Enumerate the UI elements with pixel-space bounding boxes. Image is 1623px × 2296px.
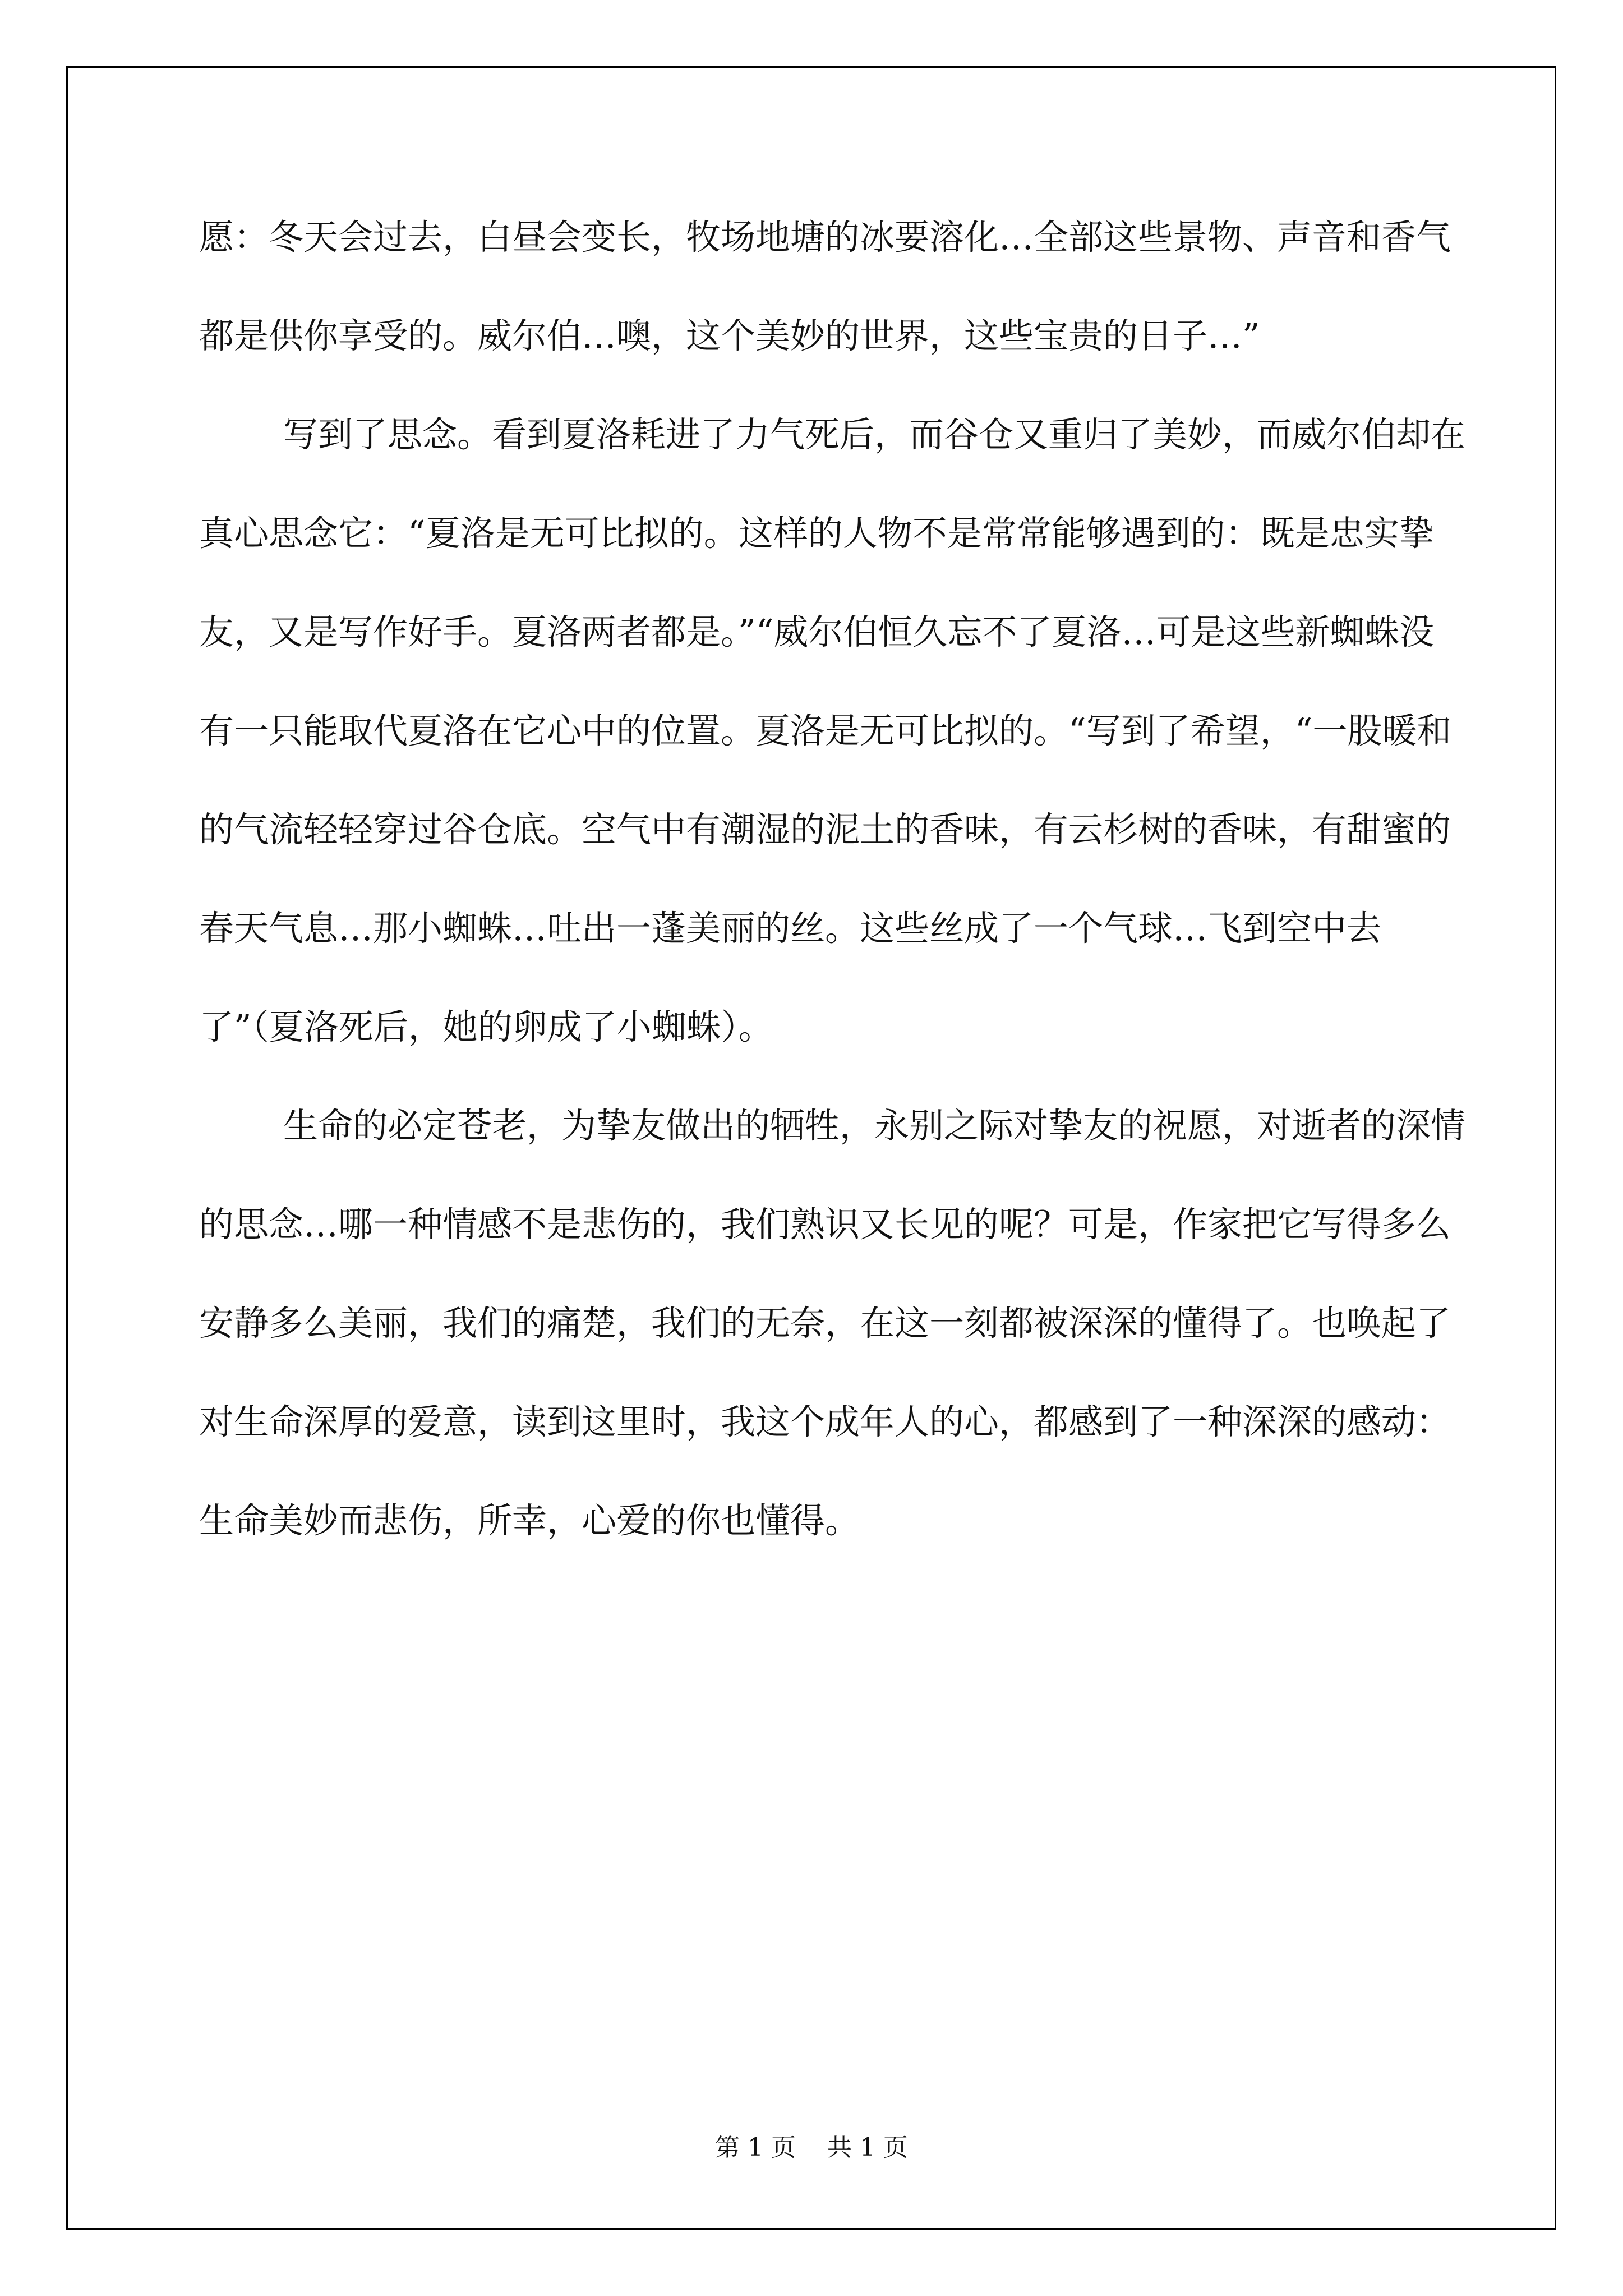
document-body (199, 188, 1467, 1570)
paragraph: 愿：冬天会过去，白昼会变长，牧场地塘的冰要溶化…全部这些景物、声音和香气都是供你享受的。威尔伯…噢，这个美妙的世界，这些宝贵的日子…” (199, 217, 1451, 356)
paragraph: 写到了思念。看到夏洛耗进了力气死后，而谷仓又重归了美妙，而威尔伯却在真心思念它：“夏洛是无可比拟的。这样的人物不是常常能够遇到的：既是忠实挚友，又是写作好手。夏洛两者都是。”“威尔伯恒久忘不了夏洛…可是这些新蜘蛛没有一只能取代夏洛在它心中的位置。夏洛是无可比拟的。“写到了希望，“一股暖和的气流轻轻穿过谷仓底。空气中有潮湿的泥土的香味，有云杉树的香味，有甜蜜的春天气息…那小蜘蛛…吐出一蓬美丽的丝。这些丝成了一个气球…飞到空中去了”（夏洛死后，她的卵成了小蜘蛛）。 (199, 414, 1466, 1047)
paragraph: 生命的必定苍老，为挚友做出的牺牲，永别之际对挚友的祝愿，对逝者的深情的思念…哪一种情感不是悲伤的，我们熟识又长见的呢？可是，作家把它写得多么安静多么美丽，我们的痛楚，我们的无奈，在这一刻都被深深的懂得了。也唤起了对生命深厚的爱意，读到这里时，我这个成年人的心，都感到了一种深深的感动：生命美妙而悲伤，所幸，心爱的你也懂得。 (199, 1105, 1466, 1541)
page-footer: 第 1 页 共 1 页 (715, 2133, 908, 2162)
